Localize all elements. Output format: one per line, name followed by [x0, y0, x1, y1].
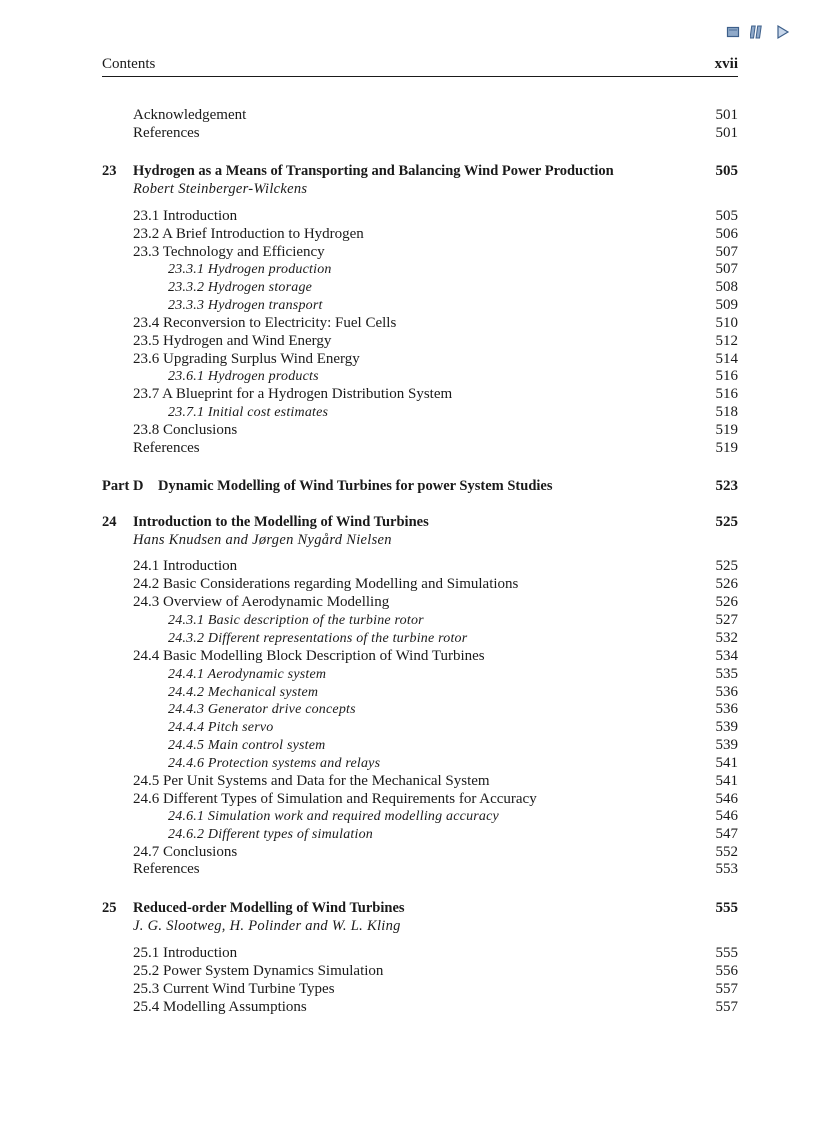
- first-page-icon[interactable]: [726, 24, 740, 40]
- running-head: Contents: [102, 56, 156, 72]
- pause-icon[interactable]: [750, 24, 764, 40]
- header-rule: [102, 76, 738, 77]
- page-number: xvii: [714, 56, 738, 72]
- next-page-icon[interactable]: [776, 24, 790, 40]
- page-header: [102, 56, 738, 74]
- viewer-nav: [726, 24, 796, 40]
